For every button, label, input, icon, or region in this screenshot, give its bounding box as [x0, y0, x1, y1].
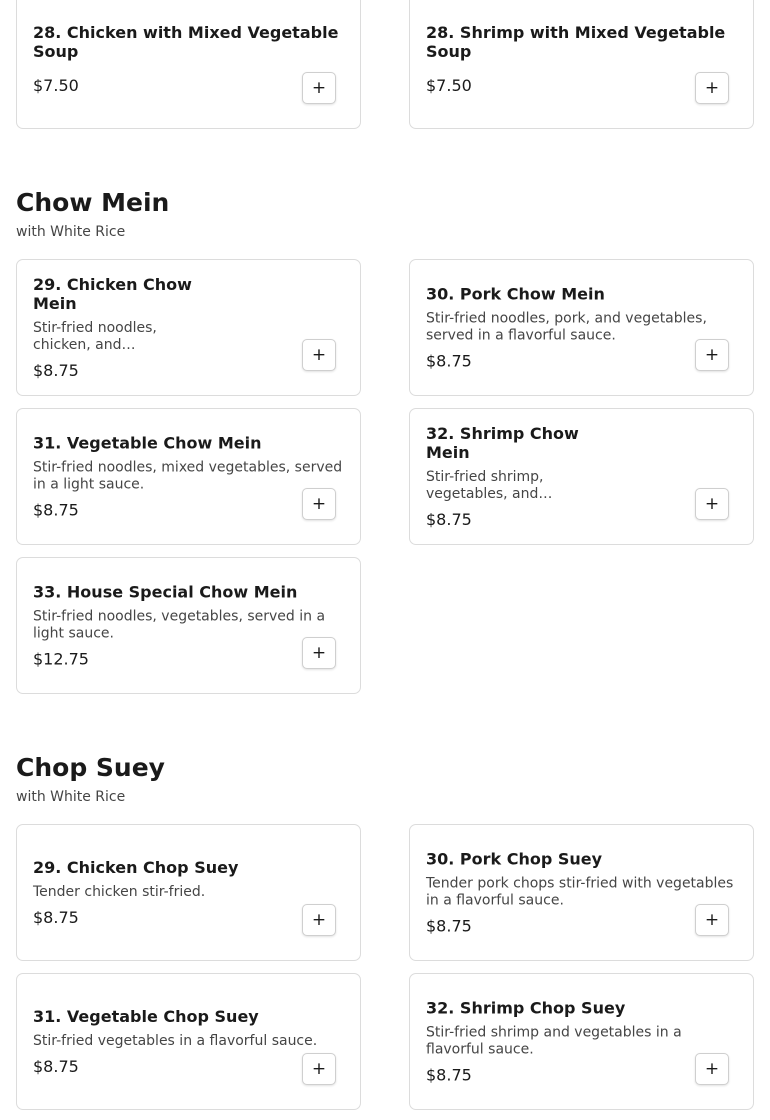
item-name: 32. Shrimp Chop Suey	[426, 998, 626, 1017]
item-price: $8.75	[33, 360, 79, 380]
item-description: Stir-fried noodles, pork, and vegetables, served in a flavorful sauce.	[426, 310, 707, 343]
add-to-cart-button[interactable]: +	[302, 339, 336, 371]
item-price: $8.75	[33, 907, 79, 927]
section-title: Chow Mein	[16, 188, 170, 217]
menu-item-card[interactable]	[16, 0, 361, 129]
item-name: 33. House Special Chow Mein	[33, 582, 298, 601]
item-description: Stir-fried noodles, vegetables, served in a light sauce.	[33, 608, 326, 641]
add-to-cart-button[interactable]: +	[695, 339, 729, 371]
item-description: Stir-fried noodles, mixed vegetables, served in a light sauce.	[33, 459, 343, 492]
item-price: $8.75	[426, 1065, 472, 1084]
menu-item-card[interactable]	[409, 408, 754, 545]
item-name: 31. Vegetable Chop Suey	[33, 1006, 259, 1026]
item-price: $12.75	[33, 649, 89, 668]
menu-item-card[interactable]	[16, 824, 361, 961]
item-description: Stir-fried shrimp, vegetables, and	[426, 468, 544, 502]
section-subtitle: with White Rice	[16, 224, 126, 240]
menu-item-card[interactable]	[16, 557, 361, 694]
add-to-cart-button[interactable]: +	[695, 904, 729, 936]
item-name: 31. Vegetable Chow Mein	[33, 433, 262, 452]
item-description: Stir-fried noodles, chicken, and	[33, 319, 157, 353]
menu-item-card[interactable]	[409, 824, 754, 961]
menu-item-card[interactable]	[409, 0, 754, 129]
section-title: Chop Suey	[16, 753, 165, 782]
item-price: $7.50	[33, 76, 79, 95]
add-to-cart-button[interactable]: +	[695, 1053, 729, 1085]
item-price: $8.75	[426, 509, 472, 529]
item-name: 28. Shrimp with Mixed Vegetable Soup	[426, 23, 726, 61]
item-price: $8.75	[33, 500, 79, 519]
menu-item-card[interactable]	[16, 408, 361, 545]
item-name: 29. Chicken Chow Mein	[33, 274, 192, 313]
add-to-cart-button[interactable]: +	[695, 72, 729, 104]
menu-item-card[interactable]	[16, 259, 361, 396]
item-description: Stir-fried shrimp and vegetables in a flavorful sauce.	[426, 1024, 682, 1057]
add-to-cart-button[interactable]: +	[695, 488, 729, 520]
item-description: Tender pork chops stir-fried with vegetables in a flavorful sauce.	[426, 875, 734, 908]
menu-item-card[interactable]	[409, 973, 754, 1110]
add-to-cart-button[interactable]: +	[302, 72, 336, 104]
menu-item-card[interactable]	[16, 973, 361, 1110]
add-to-cart-button[interactable]: +	[302, 1053, 336, 1085]
item-name: 30. Pork Chop Suey	[426, 849, 603, 868]
item-price: $8.75	[426, 351, 472, 370]
item-name: 29. Chicken Chop Suey	[33, 857, 239, 877]
item-price: $8.75	[426, 916, 472, 935]
add-to-cart-button[interactable]: +	[302, 904, 336, 936]
item-name: 32. Shrimp Chow Mein	[426, 423, 579, 462]
item-price: $8.75	[33, 1056, 79, 1076]
item-description: Stir-fried vegetables in a flavorful sauce.	[33, 1032, 318, 1049]
item-name: 30. Pork Chow Mein	[426, 284, 605, 303]
section-subtitle: with White Rice	[16, 789, 126, 805]
add-to-cart-button[interactable]: +	[302, 637, 336, 669]
item-description: Tender chicken stir-fried.	[33, 883, 206, 900]
item-price: $7.50	[426, 76, 472, 95]
item-name: 28. Chicken with Mixed Vegetable Soup	[33, 23, 339, 61]
menu-item-card[interactable]	[409, 259, 754, 396]
add-to-cart-button[interactable]: +	[302, 488, 336, 520]
